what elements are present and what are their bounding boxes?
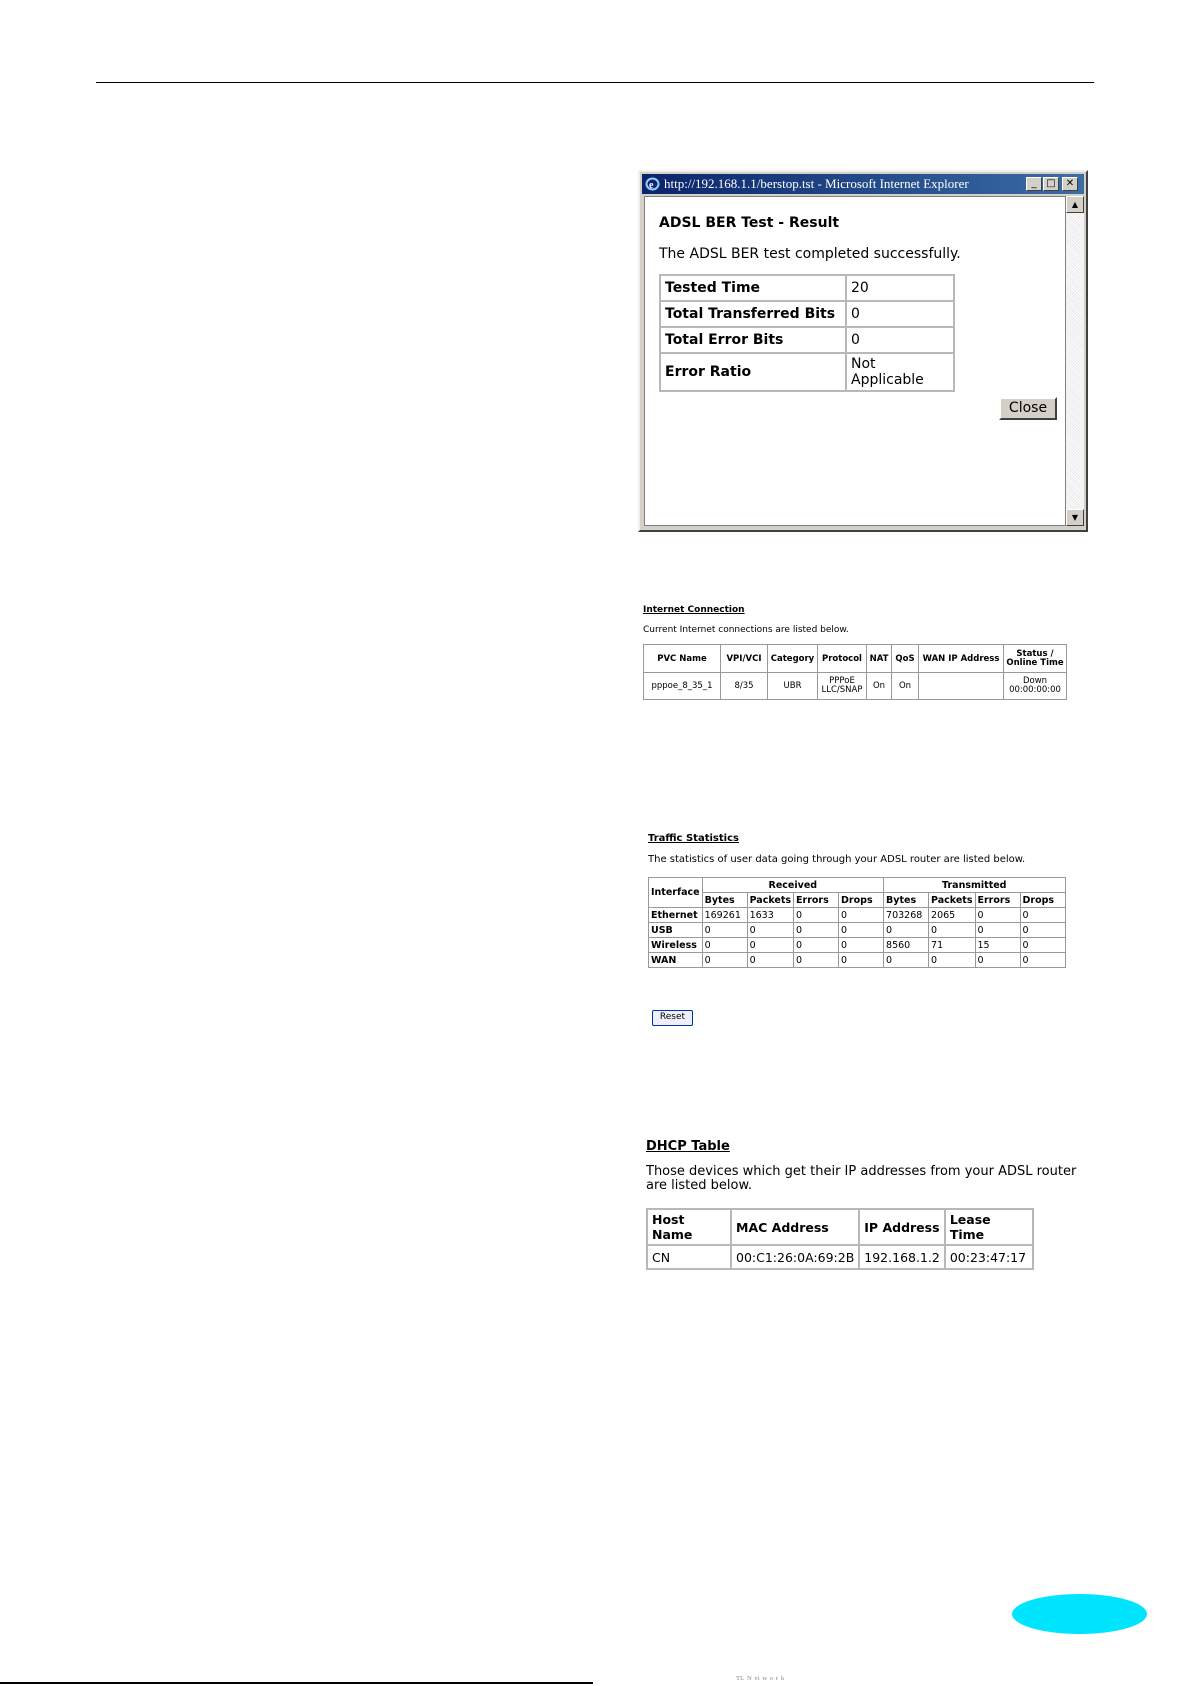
stat-cell: 0: [884, 923, 929, 938]
stat-cell: 0: [839, 938, 884, 953]
category-cell: UBR: [768, 673, 818, 700]
stat-cell: 0: [794, 923, 839, 938]
section-title: Internet Connection: [643, 605, 745, 615]
column-header: Protocol: [818, 645, 867, 673]
table-row: [660, 327, 954, 353]
wan-ip-cell: [919, 673, 1004, 700]
stat-cell: 0: [794, 908, 839, 923]
table-row: [647, 1245, 1033, 1269]
close-window-button[interactable]: ✕: [1062, 177, 1078, 191]
qos-cell: On: [892, 673, 919, 700]
column-header: Category: [768, 645, 818, 673]
stat-cell: 0: [1020, 953, 1065, 968]
section-description: Those devices which get their IP addresses from your ADSL router are listed below.: [646, 1164, 1077, 1193]
page-number-oval: [1012, 1594, 1147, 1634]
stat-cell: 0: [1020, 938, 1065, 953]
column-header: Errors: [975, 893, 1020, 908]
stat-cell: 0: [975, 953, 1020, 968]
stat-cell: 0: [929, 953, 975, 968]
column-header: Drops: [1020, 893, 1065, 908]
scroll-down-arrow-icon[interactable]: ▼: [1066, 509, 1084, 526]
table-row: [649, 938, 1066, 953]
column-header: Bytes: [884, 893, 929, 908]
traffic-statistics-table: [648, 877, 1066, 968]
column-header: WAN IP Address: [919, 645, 1004, 673]
column-header: Lease Time: [945, 1209, 1033, 1245]
stat-cell: 0: [884, 953, 929, 968]
table-row: [644, 673, 1067, 700]
stat-cell: 169261: [702, 908, 747, 923]
protocol-line-2: LLC/SNAP: [821, 685, 863, 695]
online-time-value: 00:00:00:00: [1009, 685, 1061, 695]
column-header: Drops: [839, 893, 884, 908]
online-time-header: Online Time: [1006, 657, 1064, 668]
result-value: 0: [846, 301, 954, 327]
interface-name: Wireless: [649, 938, 703, 953]
stat-cell: 0: [702, 923, 747, 938]
svg-text:e: e: [649, 180, 654, 191]
column-header: Packets: [747, 893, 793, 908]
stat-cell: 0: [702, 953, 747, 968]
vpi-vci-cell: 8/35: [721, 673, 768, 700]
transmitted-header: Transmitted: [884, 878, 1065, 893]
dhcp-table: [646, 1208, 1034, 1270]
column-header: QoS: [892, 645, 919, 673]
footer-text: ᵀᴸ ᴺ ᵉᵗ ʷ ᵒ ʳ ᵏ: [736, 1674, 785, 1686]
internet-connection-table: [643, 644, 1067, 700]
column-header: [1004, 645, 1067, 673]
ie-logo-icon: [645, 177, 660, 191]
stat-cell: 0: [747, 923, 793, 938]
ber-result-table: [659, 274, 955, 392]
interface-header: Interface: [649, 878, 703, 908]
status-value: Down: [1022, 676, 1048, 686]
column-header: VPI/VCI: [721, 645, 768, 673]
stat-cell: 15: [975, 938, 1020, 953]
table-header-row: [649, 878, 1066, 893]
column-header: NAT: [867, 645, 892, 673]
table-row: [660, 353, 954, 391]
table-row: [649, 953, 1066, 968]
bottom-rule: [0, 1682, 593, 1684]
ber-result-heading: ADSL BER Test - Result: [659, 215, 840, 231]
interface-name: Ethernet: [649, 908, 703, 923]
stat-cell: 0: [702, 938, 747, 953]
lease-time-cell: 00:23:47:17: [945, 1245, 1033, 1269]
window-titlebar[interactable]: [642, 174, 1084, 194]
result-value: Not Applicable: [846, 353, 954, 391]
result-value: 20: [846, 275, 954, 301]
stat-cell: 0: [975, 923, 1020, 938]
table-row: [649, 923, 1066, 938]
stat-cell: 0: [1020, 908, 1065, 923]
ip-address-cell: 192.168.1.2: [859, 1245, 945, 1269]
table-subheader-row: [649, 893, 1066, 908]
result-value: 0: [846, 327, 954, 353]
received-header: Received: [702, 878, 883, 893]
stat-cell: 8560: [884, 938, 929, 953]
reset-button[interactable]: Reset: [652, 1010, 693, 1026]
minimize-button[interactable]: _: [1026, 177, 1042, 191]
section-title: DHCP Table: [646, 1139, 730, 1154]
table-row: [660, 301, 954, 327]
column-header: Errors: [794, 893, 839, 908]
stat-cell: 0: [794, 938, 839, 953]
table-header-row: [647, 1209, 1033, 1245]
stat-cell: 0: [794, 953, 839, 968]
top-rule: [96, 82, 1094, 83]
stat-cell: 0: [1020, 923, 1065, 938]
result-label: Total Error Bits: [660, 327, 846, 353]
section-title: Traffic Statistics: [648, 833, 739, 844]
vertical-scrollbar[interactable]: [1066, 196, 1084, 526]
table-row: [649, 908, 1066, 923]
stat-cell: 2065: [929, 908, 975, 923]
stat-cell: 0: [839, 923, 884, 938]
result-label: Tested Time: [660, 275, 846, 301]
stat-cell: 0: [839, 908, 884, 923]
table-row: [660, 275, 954, 301]
section-description: The statistics of user data going through your ADSL router are listed below.: [648, 854, 1026, 865]
pvc-name-cell: pppoe_8_35_1: [644, 673, 721, 700]
stat-cell: 1633: [747, 908, 793, 923]
status-header: Status /: [1016, 648, 1054, 659]
column-header: Host Name: [647, 1209, 731, 1245]
protocol-cell: [818, 673, 867, 700]
ie-popup-window: [638, 170, 1088, 532]
nat-cell: On: [867, 673, 892, 700]
host-name-cell: CN: [647, 1245, 731, 1269]
column-header: IP Address: [859, 1209, 945, 1245]
section-description: Current Internet connections are listed below.: [643, 625, 849, 635]
stat-cell: 0: [747, 953, 793, 968]
scroll-up-arrow-icon[interactable]: ▲: [1066, 196, 1084, 213]
stat-cell: 0: [929, 923, 975, 938]
stat-cell: 703268: [884, 908, 929, 923]
column-header: PVC Name: [644, 645, 721, 673]
mac-address-cell: 00:C1:26:0A:69:2B: [731, 1245, 859, 1269]
interface-name: WAN: [649, 953, 703, 968]
window-title: http://192.168.1.1/berstop.tst - Microsoft Internet Explorer: [664, 176, 969, 191]
column-header: Bytes: [702, 893, 747, 908]
result-label: Error Ratio: [660, 353, 846, 391]
column-header: MAC Address: [731, 1209, 859, 1245]
maximize-button[interactable]: □: [1043, 177, 1059, 191]
interface-name: USB: [649, 923, 703, 938]
protocol-line-1: PPPoE: [829, 676, 855, 686]
close-button[interactable]: Close: [999, 397, 1057, 420]
table-header-row: [644, 645, 1067, 673]
stat-cell: 0: [747, 938, 793, 953]
column-header: Packets: [929, 893, 975, 908]
stat-cell: 0: [975, 908, 1020, 923]
stat-cell: 0: [839, 953, 884, 968]
browser-content: [644, 196, 1066, 526]
stat-cell: 71: [929, 938, 975, 953]
ber-result-message: The ADSL BER test completed successfully.: [659, 246, 961, 262]
status-cell: [1004, 673, 1067, 700]
result-label: Total Transferred Bits: [660, 301, 846, 327]
